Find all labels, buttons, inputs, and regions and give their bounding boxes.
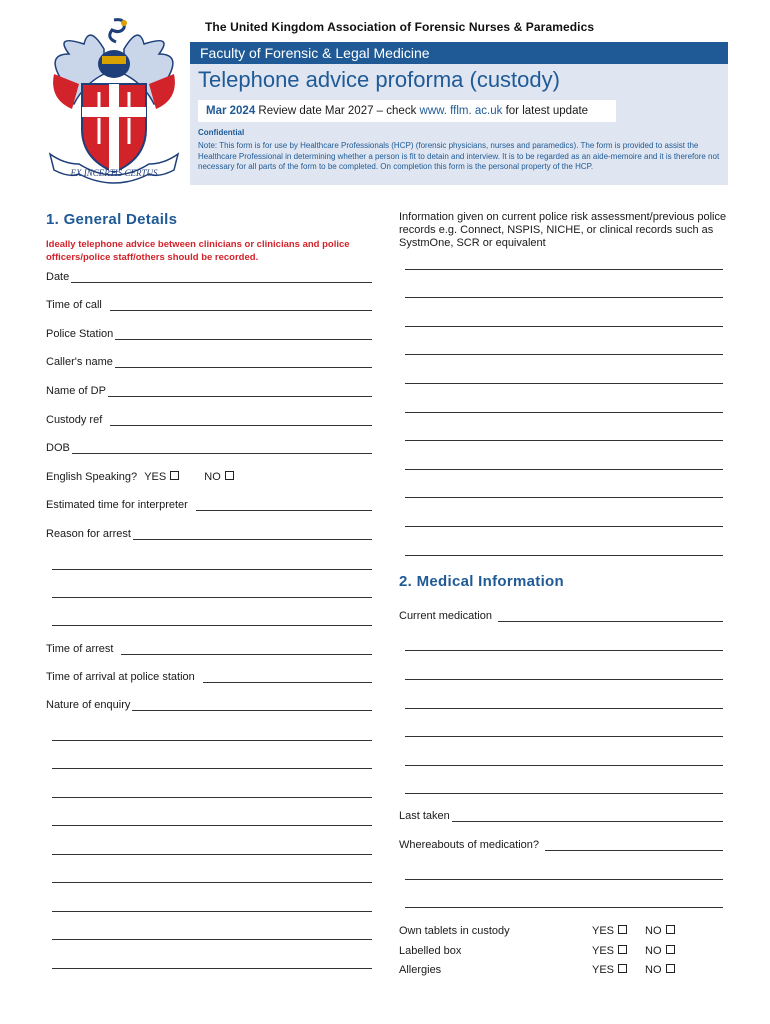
medical-heading: 2. Medical Information <box>399 573 564 590</box>
medication-line[interactable] <box>405 736 723 737</box>
english-yes-checkbox[interactable] <box>170 471 179 480</box>
risk-line[interactable] <box>405 497 723 498</box>
confidential-label: Confidential <box>198 128 245 137</box>
current-medication-field[interactable] <box>399 610 723 622</box>
note-text: Note: This form is for use by Healthcare Professionals (HCP) (forensic physicians, nurses and paramedics). The form is provided to assist the Healthcare Professional in determining whether a person is fit to detain and interview. It is to be regarded as an aide-memoire and it is therefore not necessary for all parts of the form to be completed. On completion this form is the personal property of the HCP. <box>198 141 720 171</box>
time-of-arrival-field[interactable] <box>46 671 372 683</box>
risk-assessment-info: Information given on current police risk assessment/previous police records e.g. Connect, NSPIS, NICHE, or clinical records such as SystmOne, SCR or equivalent <box>399 211 727 249</box>
police-station-label: Police Station <box>46 328 114 340</box>
interpreter-label: Estimated time for interpreter <box>46 499 188 511</box>
last-taken-label: Last taken <box>399 810 450 822</box>
medication-line[interactable] <box>405 679 723 680</box>
review-box <box>198 100 616 122</box>
whereabouts-label: Whereabouts of medication? <box>399 839 540 851</box>
labelled-box-yes <box>592 945 627 957</box>
date-label: Date <box>46 271 70 283</box>
risk-line[interactable] <box>405 297 723 298</box>
labelled-box-yes-checkbox[interactable] <box>618 945 627 954</box>
allergies-yes <box>592 964 627 976</box>
medication-line[interactable] <box>405 793 723 794</box>
labelled-box-no <box>645 945 675 957</box>
review-tail: for latest update <box>502 105 589 117</box>
own-tablets-no-checkbox[interactable] <box>666 925 675 934</box>
medication-line[interactable] <box>405 765 723 766</box>
enquiry-line[interactable] <box>52 968 372 969</box>
enquiry-line[interactable] <box>52 911 372 912</box>
reason-for-arrest-label: Reason for arrest <box>46 528 131 540</box>
whereabouts-line[interactable] <box>405 879 723 880</box>
risk-line[interactable] <box>405 526 723 527</box>
dob-field[interactable] <box>46 442 372 454</box>
last-taken-field[interactable] <box>399 810 723 822</box>
time-of-arrival-label: Time of arrival at police station <box>46 671 195 683</box>
recording-warning: Ideally telephone advice between clinicians or clinicians and police officers/police staff/others should be recorded. <box>46 239 350 263</box>
risk-line[interactable] <box>405 326 723 327</box>
enquiry-line[interactable] <box>52 768 372 769</box>
risk-line[interactable] <box>405 469 723 470</box>
date-field[interactable] <box>46 271 372 283</box>
time-of-arrest-label: Time of arrest <box>46 643 114 655</box>
own-tablets-no <box>645 925 675 937</box>
review-text: Review date Mar 2027 – check <box>255 105 420 117</box>
english-speaking-row <box>46 471 234 483</box>
name-of-dp-label: Name of DP <box>46 385 106 397</box>
english-speaking-label: English Speaking? <box>46 471 138 483</box>
own-tablets-label: Own tablets in custody <box>399 925 510 937</box>
time-of-call-label: Time of call <box>46 299 102 311</box>
risk-line[interactable] <box>405 555 723 556</box>
allergies-no <box>645 964 675 976</box>
allergies-no-checkbox[interactable] <box>666 964 675 973</box>
whereabouts-line[interactable] <box>405 907 723 908</box>
crest-logo <box>44 14 184 186</box>
dob-label: DOB <box>46 442 70 454</box>
allergies-yes-label: YES <box>592 964 615 976</box>
english-yes-label: YES <box>144 471 167 483</box>
reason-line[interactable] <box>52 625 372 626</box>
callers-name-label: Caller's name <box>46 356 113 368</box>
own-tablets-yes <box>592 925 627 937</box>
nature-of-enquiry-label: Nature of enquiry <box>46 699 131 711</box>
risk-line[interactable] <box>405 383 723 384</box>
own-tablets-no-label: NO <box>645 925 662 937</box>
enquiry-line[interactable] <box>52 825 372 826</box>
labelled-box-label: Labelled box <box>399 945 462 957</box>
review-issue-date: Mar 2024 <box>206 105 256 117</box>
page-title: Telephone advice proforma (custody) <box>198 67 560 92</box>
labelled-box-no-label: NO <box>645 945 662 957</box>
medication-line[interactable] <box>405 708 723 709</box>
whereabouts-field[interactable] <box>399 839 723 851</box>
enquiry-line[interactable] <box>52 740 372 741</box>
own-tablets-yes-checkbox[interactable] <box>618 925 627 934</box>
custody-ref-label: Custody ref <box>46 414 103 426</box>
association-title: The United Kingdom Association of Forensic Nurses & Paramedics <box>205 20 595 34</box>
faculty-banner: Faculty of Forensic & Legal Medicine <box>190 42 728 64</box>
allergies-label: Allergies <box>399 964 442 976</box>
reason-line[interactable] <box>52 569 372 570</box>
reason-line[interactable] <box>52 597 372 598</box>
allergies-yes-checkbox[interactable] <box>618 964 627 973</box>
crest-motto: EX INCERTIS CERTUS <box>70 168 158 178</box>
custody-ref-field[interactable] <box>46 414 372 426</box>
reason-for-arrest-field[interactable] <box>46 528 372 540</box>
police-station-field[interactable] <box>46 328 372 340</box>
enquiry-line[interactable] <box>52 797 372 798</box>
allergies-no-label: NO <box>645 964 662 976</box>
labelled-box-no-checkbox[interactable] <box>666 945 675 954</box>
current-medication-label: Current medication <box>399 610 492 622</box>
interpreter-field[interactable] <box>46 499 372 511</box>
nature-of-enquiry-field[interactable] <box>46 699 372 711</box>
time-of-arrest-field[interactable] <box>46 643 372 655</box>
medication-line[interactable] <box>405 650 723 651</box>
english-no-checkbox[interactable] <box>225 471 234 480</box>
risk-line[interactable] <box>405 354 723 355</box>
enquiry-line[interactable] <box>52 854 372 855</box>
callers-name-field[interactable] <box>46 356 372 368</box>
risk-line[interactable] <box>405 412 723 413</box>
labelled-box-yes-label: YES <box>592 945 615 957</box>
time-of-call-field[interactable] <box>46 299 372 311</box>
fflm-link[interactable]: www. fflm. ac.uk <box>419 105 503 117</box>
name-of-dp-field[interactable] <box>46 385 372 397</box>
risk-line[interactable] <box>405 440 723 441</box>
enquiry-line[interactable] <box>52 882 372 883</box>
enquiry-line[interactable] <box>52 939 372 940</box>
english-no-label: NO <box>204 471 221 483</box>
own-tablets-yes-label: YES <box>592 925 615 937</box>
risk-line[interactable] <box>405 269 723 270</box>
general-heading: 1. General Details <box>46 211 178 228</box>
